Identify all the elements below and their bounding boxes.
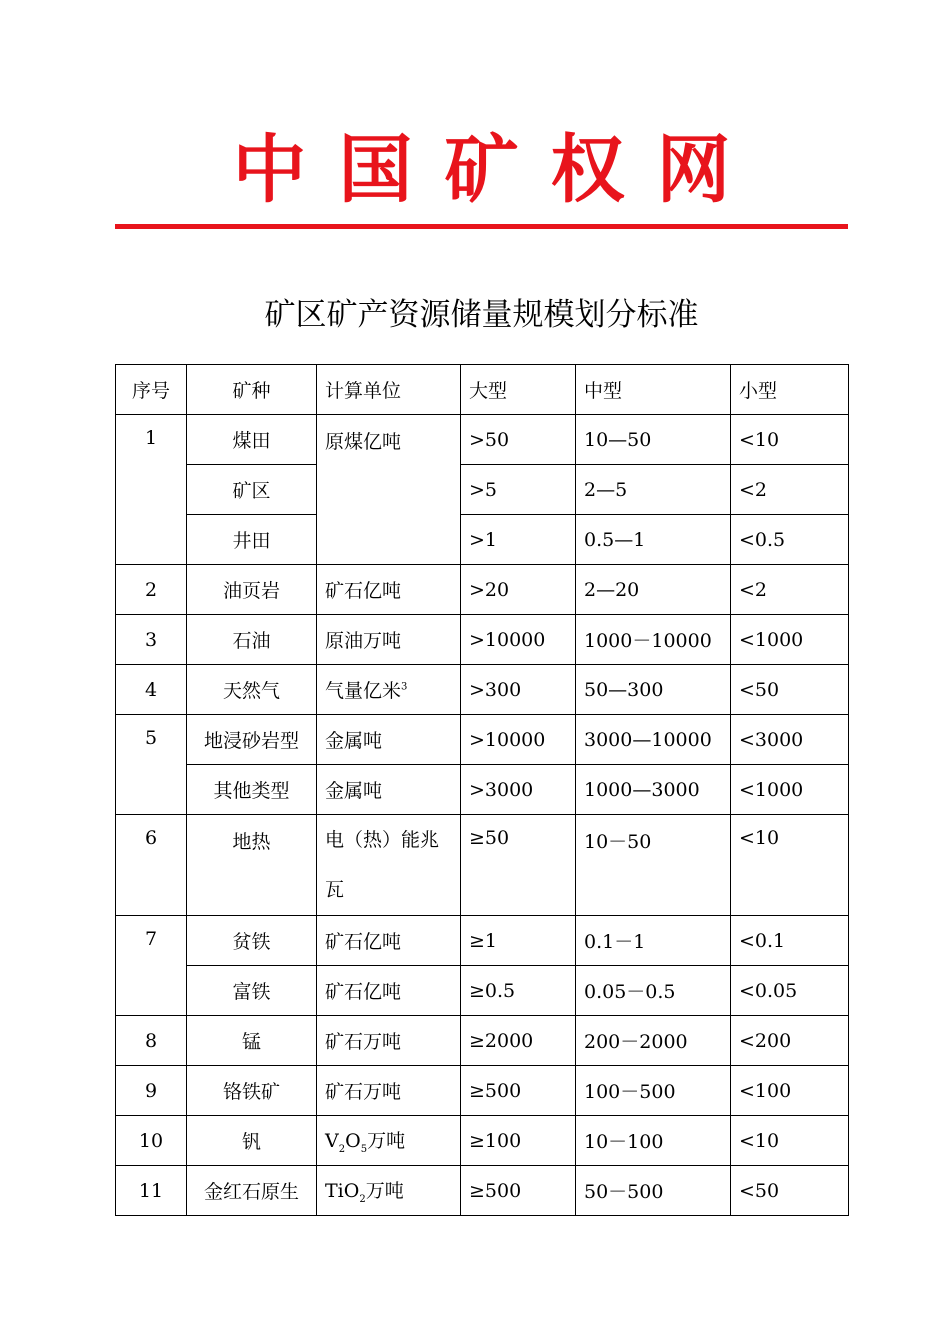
small-cell: <3000 [731, 715, 849, 765]
unit-cell: 原油万吨 [317, 615, 461, 665]
small-cell: <1000 [731, 765, 849, 815]
mineral-cell: 地热 [187, 815, 317, 916]
medium-cell: 1000—3000 [576, 765, 731, 815]
large-cell: >3000 [461, 765, 576, 815]
medium-cell: 100－500 [576, 1066, 731, 1116]
unit-cell: 矿石万吨 [317, 1066, 461, 1116]
table-row [116, 565, 849, 615]
formula-subscript: 2 [338, 1143, 346, 1155]
mineral-cell: 富铁 [187, 966, 317, 1016]
large-cell: ≥1 [461, 916, 576, 966]
header-no: 序号 [116, 365, 187, 415]
large-cell: >10000 [461, 615, 576, 665]
unit-cell: 矿石万吨 [317, 1016, 461, 1066]
medium-cell: 200－2000 [576, 1016, 731, 1066]
small-cell: <0.5 [731, 515, 849, 565]
mineral-cell: 地浸砂岩型 [187, 715, 317, 765]
unit-cell: 矿石亿吨 [317, 966, 461, 1016]
large-cell: >50 [461, 415, 576, 465]
medium-cell: 2—20 [576, 565, 731, 615]
table-row [116, 515, 849, 565]
unit-text: 气量亿米 [325, 680, 402, 702]
table-row [116, 1166, 849, 1216]
mineral-cell: 石油 [187, 615, 317, 665]
mineral-cell: 金红石原生 [187, 1166, 317, 1216]
small-cell: <0.05 [731, 966, 849, 1016]
mineral-cell: 锰 [187, 1016, 317, 1066]
unit-text: 万吨 [365, 1180, 404, 1203]
table-row [116, 1066, 849, 1116]
table-row [116, 615, 849, 665]
table-row [116, 765, 849, 815]
unit-cell [317, 1116, 461, 1166]
row-number: 5 [116, 715, 187, 815]
row-number: 1 [116, 415, 187, 565]
table-row [116, 465, 849, 515]
page-title: 矿区矿产资源储量规模划分标准 [264, 297, 699, 333]
medium-cell: 50－500 [576, 1166, 731, 1216]
small-cell: <10 [731, 1116, 849, 1166]
table-row [116, 1016, 849, 1066]
large-cell: >1 [461, 515, 576, 565]
table-header-row [116, 365, 849, 415]
unit-text: 万吨 [367, 1130, 406, 1153]
small-cell: <0.1 [731, 916, 849, 966]
medium-cell: 10－50 [576, 815, 731, 916]
unit-cell: 金属吨 [317, 715, 461, 765]
unit-cell [317, 1166, 461, 1216]
formula-text: O [345, 1130, 361, 1153]
table-row [116, 1116, 849, 1166]
row-number: 10 [116, 1116, 187, 1166]
medium-cell: 3000—10000 [576, 715, 731, 765]
mineral-cell: 矿区 [187, 465, 317, 515]
large-cell: ≥0.5 [461, 966, 576, 1016]
small-cell: <50 [731, 1166, 849, 1216]
medium-cell: 0.05－0.5 [576, 966, 731, 1016]
small-cell: <2 [731, 565, 849, 615]
large-cell: ≥50 [461, 815, 576, 916]
table-row [116, 966, 849, 1016]
row-number: 7 [116, 916, 187, 1016]
small-cell: <50 [731, 665, 849, 715]
medium-cell: 10—50 [576, 415, 731, 465]
formula-subscript: 5 [360, 1143, 368, 1155]
medium-cell: 50—300 [576, 665, 731, 715]
medium-cell: 0.5—1 [576, 515, 731, 565]
formula-subscript: 2 [359, 1193, 366, 1205]
large-cell: ≥500 [461, 1166, 576, 1216]
mineral-cell: 其他类型 [187, 765, 317, 815]
header-large: 大型 [461, 365, 576, 415]
large-cell: ≥500 [461, 1066, 576, 1116]
large-cell: >10000 [461, 715, 576, 765]
mineral-cell: 天然气 [187, 665, 317, 715]
row-number: 6 [116, 815, 187, 916]
table-row [116, 715, 849, 765]
medium-cell: 0.1－1 [576, 916, 731, 966]
small-cell: <2 [731, 465, 849, 515]
small-cell: <10 [731, 415, 849, 465]
small-cell: <10 [731, 815, 849, 916]
mineral-cell: 井田 [187, 515, 317, 565]
unit-cell: 矿石亿吨 [317, 916, 461, 966]
header-small: 小型 [731, 365, 849, 415]
mineral-cell: 煤田 [187, 415, 317, 465]
unit-superscript: 3 [401, 681, 408, 693]
table-row [116, 665, 849, 715]
header-mineral: 矿种 [187, 365, 317, 415]
large-cell: >20 [461, 565, 576, 615]
table-row [116, 815, 849, 916]
unit-cell: 矿石亿吨 [317, 565, 461, 615]
small-cell: <100 [731, 1066, 849, 1116]
table-row [116, 415, 849, 465]
header-unit: 计算单位 [317, 365, 461, 415]
table-row [116, 916, 849, 966]
masthead-title: 中国矿权网 [232, 127, 763, 213]
medium-cell: 10－100 [576, 1116, 731, 1166]
row-number: 11 [116, 1166, 187, 1216]
medium-cell: 1000－10000 [576, 615, 731, 665]
mineral-cell: 铬铁矿 [187, 1066, 317, 1116]
formula-text: TiO [325, 1180, 360, 1203]
medium-cell: 2—5 [576, 465, 731, 515]
row-number: 4 [116, 665, 187, 715]
mineral-cell: 油页岩 [187, 565, 317, 615]
unit-cell [317, 665, 461, 715]
mineral-cell: 钒 [187, 1116, 317, 1166]
large-cell: ≥100 [461, 1116, 576, 1166]
header-divider [115, 224, 848, 229]
large-cell: >300 [461, 665, 576, 715]
header-medium: 中型 [576, 365, 731, 415]
reserves-scale-table [115, 364, 849, 1216]
small-cell: <200 [731, 1016, 849, 1066]
unit-cell: 原煤亿吨 [317, 415, 461, 565]
mineral-cell: 贫铁 [187, 916, 317, 966]
unit-cell: 金属吨 [317, 765, 461, 815]
row-number: 9 [116, 1066, 187, 1116]
small-cell: <1000 [731, 615, 849, 665]
row-number: 3 [116, 615, 187, 665]
unit-cell: 电（热）能兆瓦 [317, 815, 461, 916]
large-cell: ≥2000 [461, 1016, 576, 1066]
row-number: 8 [116, 1016, 187, 1066]
large-cell: >5 [461, 465, 576, 515]
formula-text: V [325, 1130, 339, 1153]
row-number: 2 [116, 565, 187, 615]
